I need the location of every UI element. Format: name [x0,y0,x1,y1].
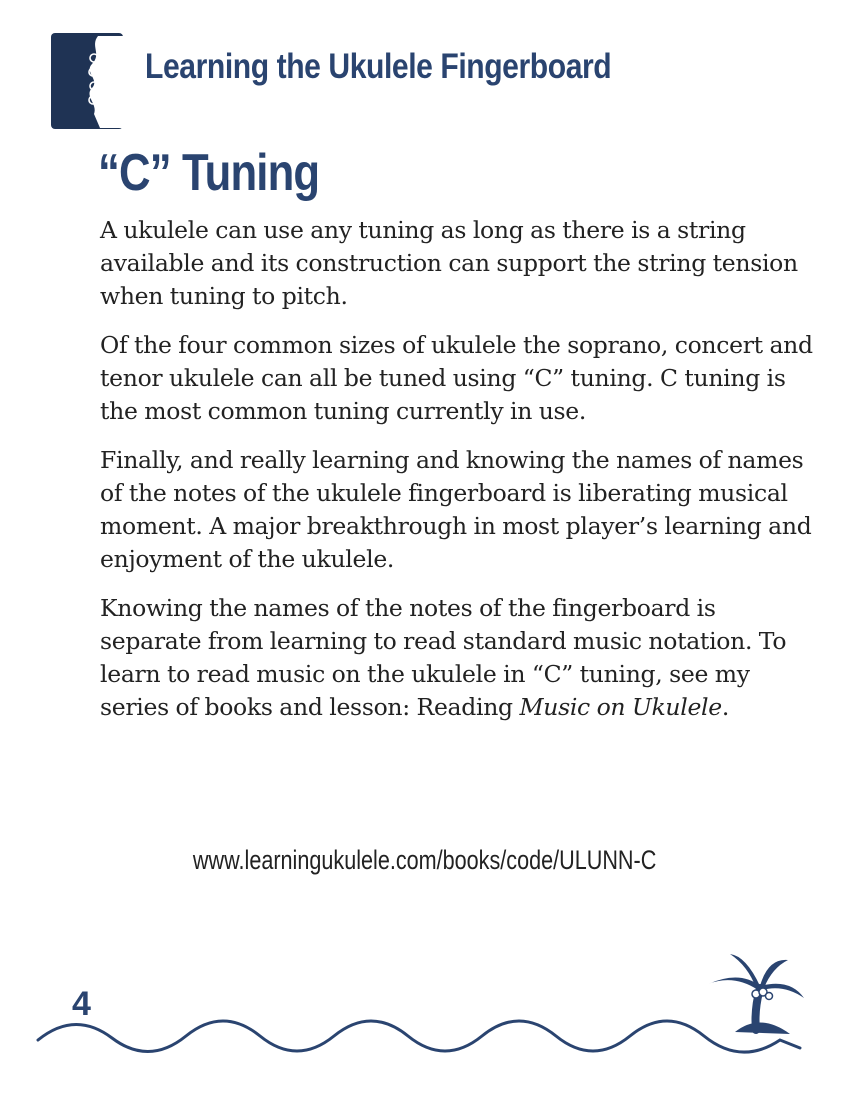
paragraph-4-end: . [721,693,730,721]
book-title-italic: Music on Ukulele [519,693,722,721]
page-number: 4 [72,985,91,1023]
book-url-link[interactable] [0,840,850,880]
paragraph-4 [100,592,820,724]
paragraph-1: A ukulele can use any tuning as long as there is a string available and its construction can support the string tension when tuning to pitch. [100,216,798,310]
body-content [100,214,820,740]
section-title: “C” Tuning [98,144,320,202]
paragraph-2: Of the four common sizes of ukulele the soprano, concert and tenor ukulele can all be tuned using “C” tuning. C tuning is the most common tuning currently in use. [100,331,813,425]
paragraph-4-text: Knowing the names of the notes of the fingerboard is separate from learning to read standard music notation. To learn to read music on the ukulele in “C” tuning, see my series of books and lesson: Reading [100,594,787,721]
paragraph-3: Finally, and really learning and knowing the names of names of the notes of the ukulele fingerboard is liberating musical moment. A major breakthrough in most player’s learning and enjoyment of the ukulele. [100,446,812,573]
page-header-title: Learning the Ukulele Fingerboard [145,47,612,86]
palm-tree-island-icon [700,950,810,1050]
book-url-text: www.learningukulele.com/books/code/ULUNN-C [193,845,657,875]
ukulele-headstock-logo-icon [50,32,124,130]
